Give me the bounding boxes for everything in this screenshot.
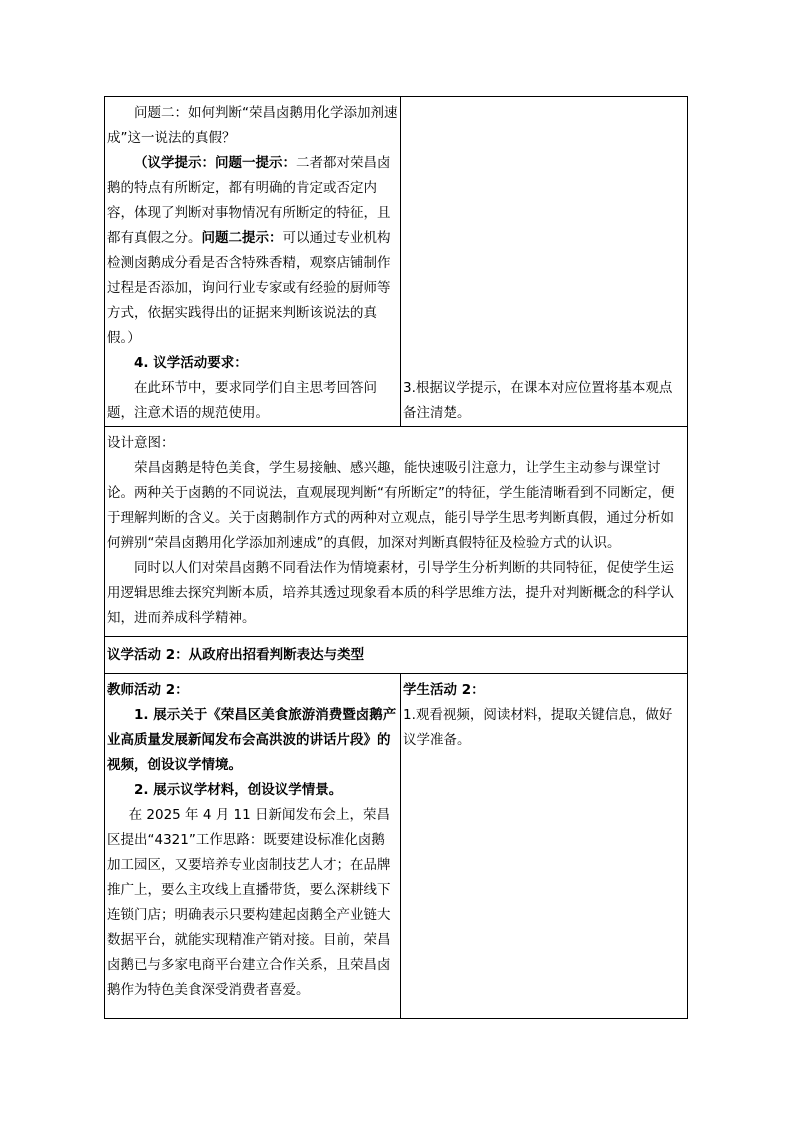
activity-title-cell (105, 637, 688, 674)
student-item-three: 3.根据议学提示，在课本对应位置将基本观点备注清楚。 (403, 380, 673, 421)
design-intent-title: 设计意图： (107, 435, 175, 451)
teacher-cell (105, 97, 401, 427)
student-activity-label: 学生活动 2： (403, 682, 485, 698)
student-step-one: 1.观看视频，阅读材料，提取关键信息，做好议学准备。 (403, 707, 673, 748)
student-cell (401, 97, 688, 427)
student-activity-cell (401, 674, 688, 1019)
hint-text-one: 二者都对荣昌卤鹅的特点有所断定，都有明确的肯定或否定内容，体现了判断对事物情况有所断定的特征，且都有真假之分。 (107, 155, 391, 246)
question-two: 问题二：如何判断“荣昌卤鹅用化学添加剂速成”这一说法的真假？ (107, 105, 398, 146)
design-intent-paragraph: 同时以人们对荣昌卤鹅不同看法作为情境素材，引导学生分析判断的共同特征，促使学生运用逻辑思维去探究判断本质，培养其透过现象看本质的科学思维方法，提升对判断概念的科学认知，进而养成科学精神。 (107, 560, 674, 626)
hint-text-two: 可以通过专业机构检测卤鹅成分看是否含特殊香精，观察店铺制作过程是否添加，询问行业专家或有经验的厨师等方式，依据实践得出的证据来判断该说法的真假。） (107, 230, 391, 346)
hint-label: （议学提示：问题一提示： (134, 155, 296, 171)
table-row (105, 97, 688, 427)
hint-paragraph (107, 151, 398, 351)
teacher-activity-label: 教师活动 2： (107, 682, 189, 698)
hint-two-label: 问题二提示： (201, 230, 283, 246)
requirements-text: 在此环节中，要求同学们自主思考回答问题，注意术语的规范使用。 (107, 380, 377, 421)
teacher-step-one: 1. 展示关于《荣昌区美食旅游消费暨卤鹅产业高质量发展新闻发布会高洪波的讲话片段》的视频，创设议学情境。 (107, 707, 397, 773)
table-row (105, 427, 688, 637)
lesson-table (104, 96, 688, 1019)
table-row (105, 674, 688, 1019)
discussion-material: 在 2025 年 4 月 11 日新闻发布会上，荣昌区提出“4321”工作思路：既要建设标准化卤鹅加工园区，又要培养专业卤制技艺人才；在品牌推广上，要么主攻线上直播带货，要么深耕线下连锁门店；明确表示只要构建起卤鹅全产业链大数据平台，就能实现精准产销对接。目前，荣昌卤鹅已与多家电商平台建立合作关系，且荣昌卤鹅作为特色美食深受消费者喜爱。 (107, 807, 391, 998)
teacher-step-two: 2. 展示议学材料，创设议学情景。 (134, 782, 343, 798)
activity-two-title: 议学活动 2：从政府出招看判断表达与类型 (107, 646, 365, 663)
requirements-title: 4. 议学活动要求： (134, 355, 248, 371)
design-intent-paragraph: 荣昌卤鹅是特色美食，学生易接触、感兴趣，能快速吸引注意力，让学生主动参与课堂讨论。两种关于卤鹅的不同说法，直观展现判断“有所断定”的特征，学生能清晰看到不同断定，便于理解判断的含义。关于卤鹅制作方式的两种对立观点，能引导学生思考判断真假，通过分析如何辨别“荣昌卤鹅用化学添加剂速成”的真假，加深对判断真假特征及检验方式的认识。 (107, 460, 675, 551)
table-row (105, 637, 688, 674)
design-intent-cell (105, 427, 688, 637)
teacher-activity-cell (105, 674, 401, 1019)
